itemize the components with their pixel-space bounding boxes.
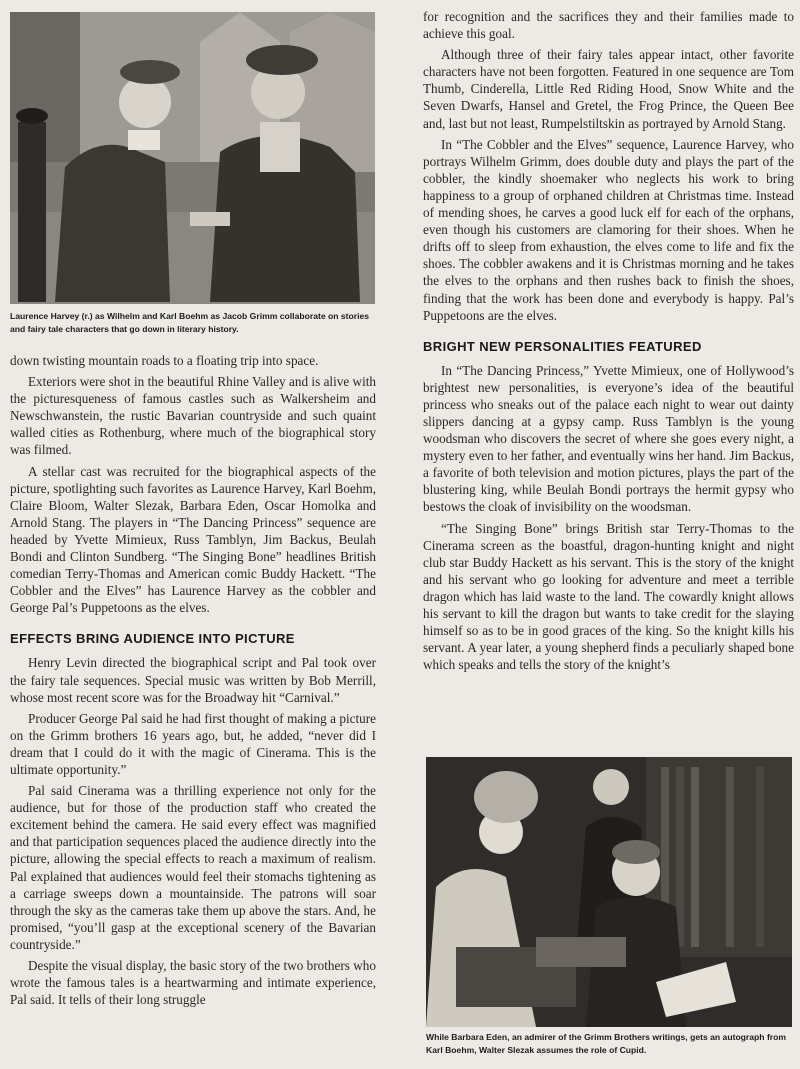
paragraph: Henry Levin directed the biographical script and Pal took over the fairy tale sequences. Special music was written by Bob Merrill, whose most recent score was for the Broadway hit “Carnival.” (10, 655, 376, 705)
paragraph: In “The Cobbler and the Elves” sequence, Laurence Harvey, who portrays Wilhelm Grimm, does double duty and plays the part of the cobbler, the kindly shoemaker who neglects his work to bring happiness to a group of orphaned children at Christmas time. Instead of mending shoes, he carves a good luck elf for each of the orphans, even though his customers are clamoring for their shoes. When he drifts off to sleep from exhaustion, the elves come to life and fix the shoes. The cobbler awakens and it is Christmas morning and he takes the elves to the orphans and then rushes back to finish the shoes, finding that the work has been done and everybody is happy. Pal’s Puppetoons are the elves. (423, 136, 794, 323)
section-heading: BRIGHT NEW PERSONALITIES FEATURED (423, 338, 702, 354)
paragraph: Exteriors were shot in the beautiful Rhine Valley and is alive with the picturesqueness of famous castles such as Walkersheim and Newschwanstein, the rustic Bavarian countryside and such quaint walled cities as Rothenburg, where much of the biographical story was filmed. (10, 374, 376, 458)
left-text (10, 352, 376, 1008)
top-photo-caption: Laurence Harvey (r.) as Wilhelm and Karl Boehm as Jacob Grimm collaborate on stories and fairy tale characters that go down in literary history. (10, 311, 370, 334)
paragraph: Although three of their fairy tales appear intact, other favorite characters have not been forgotten. Featured in one sequence are Tom Thumb, Cinderella, Little Red Riding Hood, Snow White and the Seven Dwarfs, Hansel and Gretel, the Frog Prince, the Queen Bee and, last but not least, Rumpelstiltskin as portrayed by Arnold Stang. (423, 47, 794, 131)
paragraph: for recognition and the sacrifices they and their families made to achieve this goal. (423, 9, 794, 42)
bottom-photo-caption: While Barbara Eden, an admirer of the Grimm Brothers writings, gets an autograph from Karl Boehm, Walter Slezak assumes the role of Cupid. (426, 1032, 787, 1055)
paragraph: Producer George Pal said he had first thought of making a picture on the Grimm brothers 16 years ago, but, he added, “never did I dream that I could do it with the magic of Cinerama. This is the ultimate opportunity.” (10, 710, 376, 777)
section-heading: EFFECTS BRING AUDIENCE INTO PICTURE (10, 631, 295, 647)
paragraph: In “The Dancing Princess,” Yvette Mimieux, one of Hollywood’s brightest new personalities, is everyone’s idea of the beautiful princess who sneaks out of the palace each night to wear out dainty slippers dancing at a gypsy camp. Russ Tamblyn is the young woodsman who discovers the secret of where she goes every night, a mystery even to her father, and eventually wins her hand. Jim Backus, a favorite of both television and motion pictures, plays the part of the blustering king, while Beulah Bondi portrays the hermit gypsy who bestows the cloak of invisibility on the woodsman. (423, 362, 794, 515)
barbara-eden-photo (426, 757, 792, 1027)
street-scene-image (10, 12, 375, 304)
left-column (10, 12, 376, 1008)
grimm-brothers-photo (10, 12, 375, 304)
paragraph: “The Singing Bone” brings British star Terry-Thomas to the Cinerama screen as the boastful, dragon-hunting knight and night club star Buddy Hackett as his servant. This is the story of the knight and his servant who go looking for adventure and meet a terrible dragon which has laid waste to the land. The cowardly knight allows his servant to kill the dragon but wants to take credit for the slaying himself so as to be in good graces of the king. So the knight kills his servant. A year later, a young shepherd finds a peculiarly shaped bone which speaks and tells the story of the knight’s (423, 520, 794, 673)
paragraph: Pal said Cinerama was a thrilling experience not only for the audience, but for those of the production staff who created the excitement behind the camera. He said every effect was magnified and that participation sequences placed the audience directly into the picture, allowing the special effects to reach a maximum of realism. Pal explained that audiences would feel their stomachs tightening as a carriage sweeps down a mountainside. The patrons will soar through the sky as the cameras take them up above the stars. And, he promised, “you’ll gasp at the exceptional scenery of the Bavarian countryside.” (10, 783, 376, 952)
paragraph: down twisting mountain roads to a floating trip into space. (10, 353, 319, 368)
library-scene-image (426, 757, 792, 1027)
right-column (423, 8, 794, 673)
paragraph: Despite the visual display, the basic story of the two brothers who wrote the famous tales is a heartwarming and intimate experience, Pal said. It tells of their long struggle (10, 958, 376, 1008)
paragraph: A stellar cast was recruited for the biographical aspects of the picture, spotlighting such favorites as Laurence Harvey, Karl Boehm, Claire Bloom, Walter Slezak, Barbara Eden, Oscar Homolka and Arnold Stang. The players in “The Dancing Princess” sequence are headed by Yvette Mimieux, Russ Tamblyn, Jim Backus, Beulah Bondi and Clinton Sundberg. “The Singing Bone” headlines British comedian Terry-Thomas and American comic Buddy Hackett. “The Cobbler and the Elves” has Laurence Harvey as the cobbler and George Pal’s Puppetoons as the elves. (10, 463, 376, 616)
